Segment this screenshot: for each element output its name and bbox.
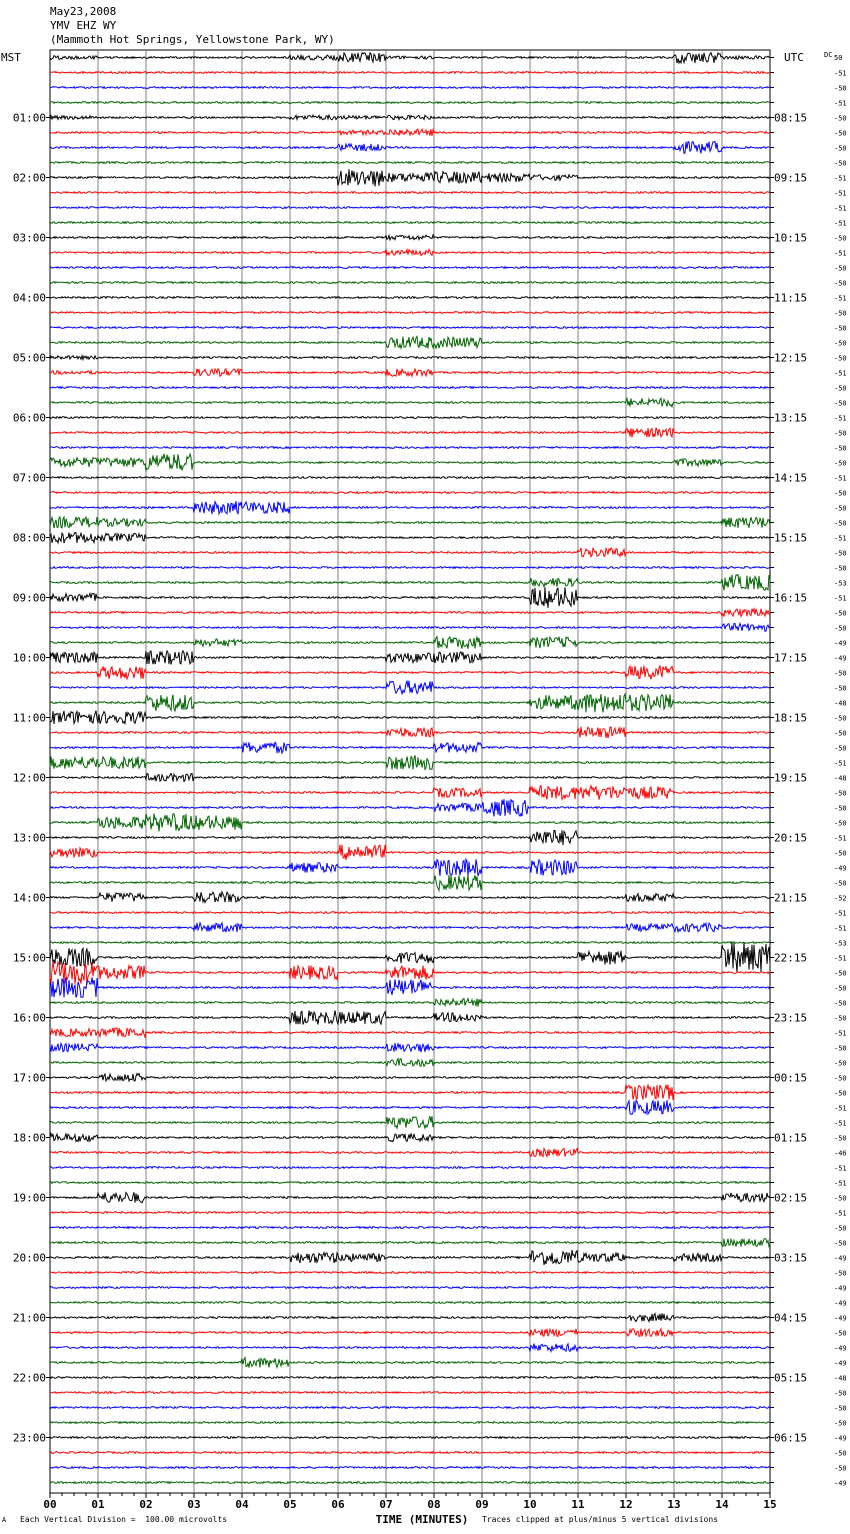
mst-hour-label: 17:00 bbox=[12, 1071, 46, 1085]
trace-line bbox=[50, 666, 770, 680]
x-tick-label: 11 bbox=[571, 1498, 585, 1511]
mst-hour-label: 18:00 bbox=[12, 1131, 46, 1145]
dc-offset-label: -50 bbox=[834, 684, 847, 693]
utc-hour-label: 18:15 bbox=[774, 711, 808, 725]
dc-offset-label: -53 bbox=[834, 579, 847, 588]
dc-offset-label: -49 bbox=[834, 1314, 847, 1323]
trace-line bbox=[50, 72, 770, 74]
mst-hour-label: 21:00 bbox=[12, 1311, 46, 1325]
mst-hour-label: 09:00 bbox=[12, 591, 46, 605]
x-tick-label: 07 bbox=[379, 1498, 393, 1511]
dc-offset-label: -53 bbox=[834, 939, 847, 948]
dc-offset-label: -50 bbox=[834, 429, 847, 438]
trace-line bbox=[50, 1437, 770, 1439]
dc-offset-label: -49 bbox=[834, 1284, 847, 1293]
mst-hour-label: 23:00 bbox=[12, 1431, 46, 1445]
trace-line bbox=[50, 1314, 770, 1322]
dc-offset-label: -51 bbox=[834, 1119, 847, 1128]
location-label: (Mammoth Hot Springs, Yellowstone Park, WY) bbox=[50, 33, 335, 46]
trace-line bbox=[50, 623, 770, 631]
trace-line bbox=[50, 1272, 770, 1274]
trace-line bbox=[50, 1239, 770, 1247]
mst-hour-label: 05:00 bbox=[12, 351, 46, 365]
dc-offset-label: -50 bbox=[834, 744, 847, 753]
dc-offset-label: -50 bbox=[834, 849, 847, 858]
trace-line bbox=[50, 942, 770, 944]
dc-offset-label: -50 bbox=[834, 1419, 847, 1428]
trace-line bbox=[50, 1133, 770, 1141]
dc-offset-label: -51 bbox=[834, 99, 847, 108]
dc-offset-label: -50 bbox=[834, 459, 847, 468]
dc-offset-label: -51 bbox=[834, 249, 847, 258]
mst-hour-label: 06:00 bbox=[12, 411, 46, 425]
dc-offset-label: -51 bbox=[834, 834, 847, 843]
trace-line bbox=[50, 651, 770, 665]
mst-hour-label: 01:00 bbox=[12, 111, 46, 125]
dc-offset-label: -50 bbox=[834, 879, 847, 888]
x-tick-label: 03 bbox=[187, 1498, 201, 1511]
trace-line bbox=[50, 533, 770, 544]
utc-hour-label: 13:15 bbox=[774, 411, 808, 425]
x-tick-label: 09 bbox=[475, 1498, 489, 1511]
mst-hour-label: 15:00 bbox=[12, 951, 46, 965]
dc-offset-label: -50 bbox=[834, 129, 847, 138]
trace-line bbox=[50, 923, 770, 932]
dc-offset-label: -50 bbox=[834, 399, 847, 408]
clip-note: Traces clipped at plus/minus 5 vertical divisions bbox=[482, 1515, 719, 1524]
trace-line bbox=[50, 1148, 770, 1156]
dc-offset-label: -50 bbox=[834, 279, 847, 288]
trace-line bbox=[50, 249, 770, 255]
dc-offset-label: -49 bbox=[834, 1359, 847, 1368]
trace-line bbox=[50, 162, 770, 164]
dc-offset-label: -50 bbox=[834, 354, 847, 363]
trace-line bbox=[50, 830, 770, 845]
utc-hour-label: 08:15 bbox=[774, 111, 808, 125]
utc-axis-label: UTC bbox=[784, 51, 804, 64]
dc-offset-label: -50 bbox=[834, 384, 847, 393]
dc-offset-label: -50 bbox=[834, 1329, 847, 1338]
trace-line bbox=[50, 587, 770, 608]
trace-line bbox=[50, 694, 770, 712]
utc-hour-label: 16:15 bbox=[774, 591, 808, 605]
trace-line bbox=[50, 428, 770, 438]
trace-line bbox=[50, 1329, 770, 1337]
dc-offset-label: -49 bbox=[834, 1479, 847, 1488]
dc-offset-label: -51 bbox=[834, 219, 847, 228]
utc-hour-label: 01:15 bbox=[774, 1131, 808, 1145]
trace-line bbox=[50, 977, 770, 997]
dc-offset-label: -50 bbox=[834, 159, 847, 168]
dc-offset-label: -51 bbox=[834, 1104, 847, 1113]
trace-line bbox=[50, 711, 770, 724]
dc-offset-label: -50 bbox=[834, 1059, 847, 1068]
trace-line bbox=[50, 1407, 770, 1409]
x-tick-label: 08 bbox=[427, 1498, 441, 1511]
dc-offset-label: -51 bbox=[834, 1164, 847, 1173]
mst-hour-label: 11:00 bbox=[12, 711, 46, 725]
trace-line bbox=[50, 1182, 770, 1184]
dc-offset-label: -50 bbox=[834, 504, 847, 513]
dc-offset-label: -51 bbox=[834, 909, 847, 918]
mst-hour-label: 13:00 bbox=[12, 831, 46, 845]
dc-axis-label: DC bbox=[824, 51, 833, 59]
trace-line bbox=[50, 398, 770, 407]
trace-line bbox=[50, 1100, 770, 1114]
dc-offset-label: -50 bbox=[834, 624, 847, 633]
dc-offset-label: -50 bbox=[834, 669, 847, 678]
trace-line bbox=[50, 727, 770, 739]
trace-line bbox=[50, 387, 770, 389]
trace-line bbox=[50, 327, 770, 329]
trace-line bbox=[50, 235, 770, 240]
trace-line bbox=[50, 356, 770, 360]
trace-line bbox=[50, 1085, 770, 1100]
trace-line bbox=[50, 282, 770, 284]
trace-line bbox=[50, 1059, 770, 1067]
utc-hour-label: 09:15 bbox=[774, 171, 808, 185]
dc-offset-label: -50 bbox=[834, 609, 847, 618]
trace-line bbox=[50, 1212, 770, 1214]
trace-line bbox=[50, 1116, 770, 1128]
trace-line bbox=[50, 297, 770, 299]
dc-offset-label: -48 bbox=[834, 774, 847, 783]
dc-offset-label: -51 bbox=[834, 294, 847, 303]
trace-line bbox=[50, 912, 770, 914]
trace-line bbox=[50, 1010, 770, 1024]
scale-note: Each Vertical Division = 100.00 microvolts bbox=[20, 1515, 228, 1524]
dc-offset-label: -49 bbox=[834, 1344, 847, 1353]
trace-line bbox=[50, 742, 770, 753]
dc-offset-label: -49 bbox=[834, 1299, 847, 1308]
mst-hour-label: 16:00 bbox=[12, 1011, 46, 1025]
trace-line bbox=[50, 814, 770, 832]
trace-line bbox=[50, 637, 770, 649]
trace-line bbox=[50, 1028, 770, 1037]
dc-offset-label: -50 bbox=[834, 519, 847, 528]
trace-line bbox=[50, 336, 770, 348]
trace-line bbox=[50, 799, 770, 816]
trace-line bbox=[50, 575, 770, 591]
utc-hour-label: 11:15 bbox=[774, 291, 808, 305]
trace-line bbox=[50, 1192, 770, 1203]
mst-hour-label: 07:00 bbox=[12, 471, 46, 485]
dc-offset-label: 50 bbox=[834, 54, 843, 62]
trace-line bbox=[50, 609, 770, 617]
trace-line bbox=[50, 681, 770, 694]
dc-offset-label: -49 bbox=[834, 1254, 847, 1263]
utc-hour-label: 06:15 bbox=[774, 1431, 808, 1445]
utc-hour-label: 19:15 bbox=[774, 771, 808, 785]
dc-offset-label: -51 bbox=[834, 1209, 847, 1218]
trace-line bbox=[50, 53, 770, 63]
dc-offset-label: -50 bbox=[834, 1269, 847, 1278]
dc-offset-label: -51 bbox=[834, 174, 847, 183]
trace-line bbox=[50, 875, 770, 890]
trace-line bbox=[50, 115, 770, 120]
dc-offset-label: -50 bbox=[834, 984, 847, 993]
mst-axis-label: MST bbox=[1, 51, 21, 64]
trace-line bbox=[50, 312, 770, 314]
dc-offset-label: -50 bbox=[834, 444, 847, 453]
trace-line bbox=[50, 1167, 770, 1169]
dc-offset-label: -51 bbox=[834, 759, 847, 768]
dc-offset-label: -48 bbox=[834, 1374, 847, 1383]
utc-hour-label: 17:15 bbox=[774, 651, 808, 665]
x-tick-label: 05 bbox=[283, 1498, 297, 1511]
trace-line bbox=[50, 859, 770, 876]
dc-offset-label: -50 bbox=[834, 1014, 847, 1023]
dc-offset-label: -50 bbox=[834, 1404, 847, 1413]
x-tick-label: 13 bbox=[667, 1498, 681, 1511]
trace-line bbox=[50, 1227, 770, 1229]
dc-offset-label: -51 bbox=[834, 534, 847, 543]
utc-hour-label: 23:15 bbox=[774, 1011, 808, 1025]
dc-offset-label: -50 bbox=[834, 264, 847, 273]
dc-offset-label: -50 bbox=[834, 1389, 847, 1398]
dc-offset-label: -51 bbox=[834, 924, 847, 933]
mst-hour-label: 19:00 bbox=[12, 1191, 46, 1205]
dc-offset-label: -51 bbox=[834, 474, 847, 483]
corner-mark: A bbox=[2, 1516, 7, 1524]
dc-offset-label: -49 bbox=[834, 654, 847, 663]
dc-offset-label: -50 bbox=[834, 1224, 847, 1233]
trace-line bbox=[50, 417, 770, 419]
trace-line bbox=[50, 369, 770, 376]
dc-offset-label: -51 bbox=[834, 1179, 847, 1188]
trace-line bbox=[50, 207, 770, 209]
trace-line bbox=[50, 548, 770, 557]
trace-line bbox=[50, 492, 770, 494]
trace-line bbox=[50, 477, 770, 479]
trace-line bbox=[50, 222, 770, 224]
dc-offset-label: -51 bbox=[834, 954, 847, 963]
dc-offset-label: -50 bbox=[834, 729, 847, 738]
trace-line bbox=[50, 774, 770, 782]
utc-hour-label: 14:15 bbox=[774, 471, 808, 485]
utc-hour-label: 12:15 bbox=[774, 351, 808, 365]
dc-offset-label: -50 bbox=[834, 819, 847, 828]
trace-line bbox=[50, 845, 770, 860]
dc-offset-label: -51 bbox=[834, 594, 847, 603]
dc-offset-label: -50 bbox=[834, 969, 847, 978]
trace-line bbox=[50, 87, 770, 89]
dc-offset-label: -50 bbox=[834, 84, 847, 93]
trace-line bbox=[50, 501, 770, 514]
trace-line bbox=[50, 1287, 770, 1289]
trace-line bbox=[50, 1043, 770, 1052]
dc-offset-label: -49 bbox=[834, 864, 847, 873]
dc-offset-label: -50 bbox=[834, 564, 847, 573]
dc-offset-label: -51 bbox=[834, 414, 847, 423]
mst-hour-label: 08:00 bbox=[12, 531, 46, 545]
trace-line bbox=[50, 1344, 770, 1352]
utc-hour-label: 02:15 bbox=[774, 1191, 808, 1205]
trace-line bbox=[50, 142, 770, 154]
dc-offset-label: -51 bbox=[834, 1029, 847, 1038]
dc-offset-label: -50 bbox=[834, 114, 847, 123]
x-tick-label: 12 bbox=[619, 1498, 633, 1511]
station-label: YMV EHZ WY bbox=[50, 19, 117, 32]
dc-offset-label: -50 bbox=[834, 489, 847, 498]
trace-line bbox=[50, 102, 770, 104]
dc-offset-label: -50 bbox=[834, 309, 847, 318]
dc-offset-label: -51 bbox=[834, 204, 847, 213]
dc-offset-label: -50 bbox=[834, 549, 847, 558]
trace-line bbox=[50, 1074, 770, 1081]
mst-hour-label: 10:00 bbox=[12, 651, 46, 665]
utc-hour-label: 22:15 bbox=[774, 951, 808, 965]
trace-line bbox=[50, 1467, 770, 1469]
trace-line bbox=[50, 786, 770, 800]
dc-offset-label: -51 bbox=[834, 69, 847, 78]
trace-line bbox=[50, 1302, 770, 1304]
dc-offset-label: -51 bbox=[834, 369, 847, 378]
mst-hour-label: 03:00 bbox=[12, 231, 46, 245]
dc-offset-label: -50 bbox=[834, 999, 847, 1008]
utc-hour-label: 21:15 bbox=[774, 891, 808, 905]
dc-offset-label: -50 bbox=[834, 1194, 847, 1203]
trace-line bbox=[50, 267, 770, 269]
mst-hour-label: 22:00 bbox=[12, 1371, 46, 1385]
dc-offset-label: -50 bbox=[834, 144, 847, 153]
dc-offset-label: -50 bbox=[834, 1044, 847, 1053]
trace-line bbox=[50, 169, 770, 186]
utc-hour-label: 15:15 bbox=[774, 531, 808, 545]
dc-offset-label: -50 bbox=[834, 804, 847, 813]
utc-hour-label: 04:15 bbox=[774, 1311, 808, 1325]
mst-hour-label: 12:00 bbox=[12, 771, 46, 785]
trace-line bbox=[50, 1422, 770, 1424]
mst-hour-label: 20:00 bbox=[12, 1251, 46, 1265]
dc-offset-label: -50 bbox=[834, 1449, 847, 1458]
x-tick-label: 15 bbox=[763, 1498, 777, 1511]
x-tick-label: 06 bbox=[331, 1498, 345, 1511]
trace-line bbox=[50, 961, 770, 984]
x-axis-label: TIME (MINUTES) bbox=[375, 1513, 469, 1526]
trace-line bbox=[50, 1358, 770, 1368]
dc-offset-label: -50 bbox=[834, 1089, 847, 1098]
dc-offset-label: -50 bbox=[834, 234, 847, 243]
x-tick-label: 10 bbox=[523, 1498, 537, 1511]
trace-line bbox=[50, 1482, 770, 1484]
utc-hour-label: 00:15 bbox=[774, 1071, 808, 1085]
trace-line bbox=[50, 1392, 770, 1394]
x-tick-label: 00 bbox=[43, 1498, 57, 1511]
trace-line bbox=[50, 942, 770, 972]
trace-line bbox=[50, 129, 770, 136]
x-tick-label: 04 bbox=[235, 1498, 249, 1511]
trace-line bbox=[50, 892, 770, 903]
trace-line bbox=[50, 447, 770, 449]
date-label: May23,2008 bbox=[50, 5, 117, 18]
x-tick-label: 02 bbox=[139, 1498, 153, 1511]
trace-line bbox=[50, 755, 770, 769]
dc-offset-label: -48 bbox=[834, 699, 847, 708]
trace-line bbox=[50, 567, 770, 569]
dc-offset-label: -50 bbox=[834, 324, 847, 333]
x-tick-label: 14 bbox=[715, 1498, 729, 1511]
utc-hour-label: 05:15 bbox=[774, 1371, 808, 1385]
dc-offset-label: -50 bbox=[834, 714, 847, 723]
dc-offset-label: -52 bbox=[834, 894, 847, 903]
mst-hour-label: 04:00 bbox=[12, 291, 46, 305]
dc-offset-label: -50 bbox=[834, 1134, 847, 1143]
dc-offset-label: -50 bbox=[834, 789, 847, 798]
x-tick-label: 01 bbox=[91, 1498, 105, 1511]
mst-hour-label: 14:00 bbox=[12, 891, 46, 905]
dc-offset-label: -50 bbox=[834, 1464, 847, 1473]
trace-line bbox=[50, 1250, 770, 1265]
trace-line bbox=[50, 454, 770, 471]
dc-offset-label: -49 bbox=[834, 1434, 847, 1443]
dc-offset-label: -49 bbox=[834, 639, 847, 648]
dc-offset-label: -46 bbox=[834, 1149, 847, 1158]
trace-line bbox=[50, 192, 770, 194]
trace-line bbox=[50, 999, 770, 1007]
mst-hour-label: 02:00 bbox=[12, 171, 46, 185]
dc-offset-label: -50 bbox=[834, 1239, 847, 1248]
trace-line bbox=[50, 1377, 770, 1379]
trace-line bbox=[50, 1452, 770, 1454]
utc-hour-label: 10:15 bbox=[774, 231, 808, 245]
utc-hour-label: 20:15 bbox=[774, 831, 808, 845]
dc-offset-label: -50 bbox=[834, 1074, 847, 1083]
trace-line bbox=[50, 517, 770, 528]
utc-hour-label: 03:15 bbox=[774, 1251, 808, 1265]
dc-offset-label: -51 bbox=[834, 189, 847, 198]
dc-offset-label: -50 bbox=[834, 339, 847, 348]
